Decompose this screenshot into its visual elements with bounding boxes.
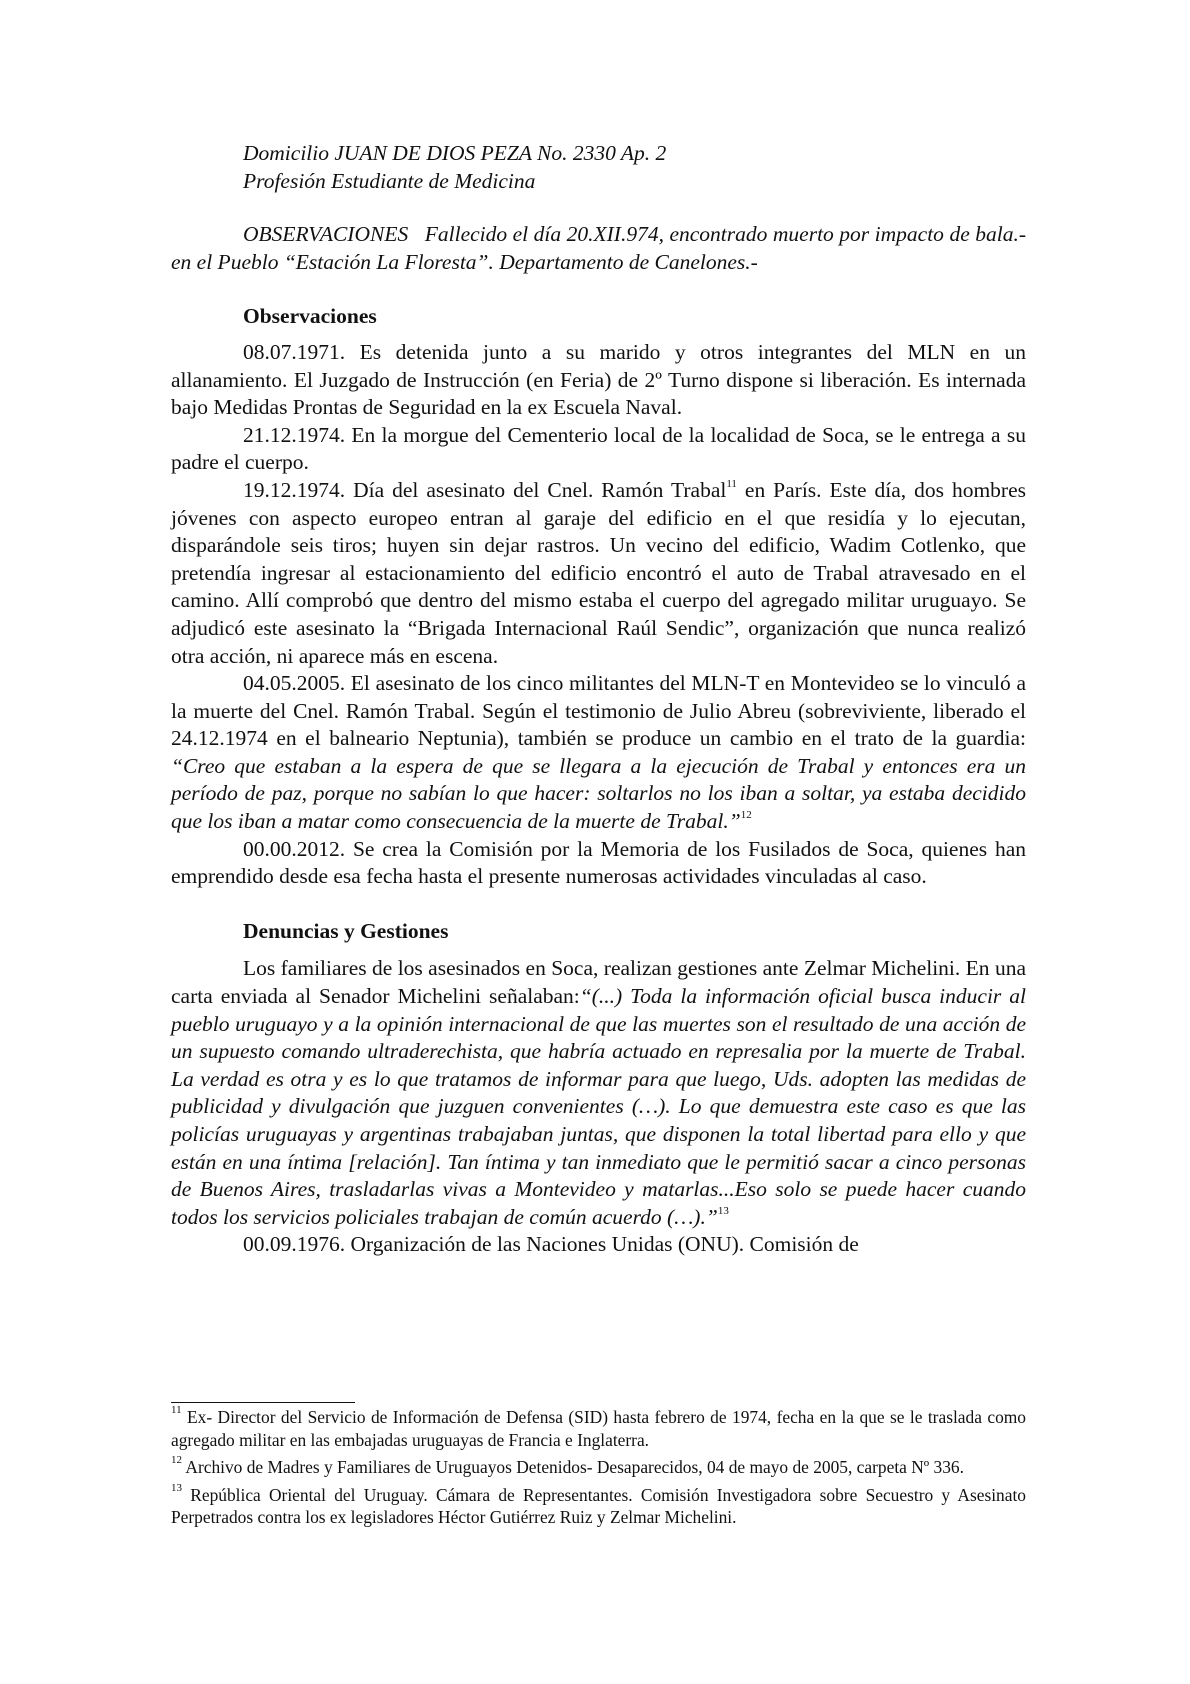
- observaciones-paragraph-4: [171, 670, 1026, 836]
- denuncias-paragraph-1: [171, 955, 1026, 1231]
- domicilio-line: Domicilio JUAN DE DIOS PEZA No. 2330 Ap. 2: [243, 141, 667, 165]
- footnote-separator: [171, 1402, 355, 1403]
- footnote-13: [171, 1481, 1026, 1529]
- denuncias-paragraph-2: 00.09.1976. Organización de las Naciones Unidas (ONU). Comisión de: [243, 1232, 859, 1257]
- spacer: [171, 195, 1026, 221]
- profesion-line: Profesión Estudiante de Medicina: [243, 168, 536, 193]
- footnote-ref-12[interactable]: 12: [740, 808, 752, 821]
- observaciones-caps-label: OBSERVACIONES: [243, 222, 409, 247]
- paragraph-text: en París. Este día, dos hombres jóvenes con aspecto europeo entran al garaje del edificio en el que residía y lo ejecutan, disparándole seis tiros; huyen sin dejar rastros. Un vecino del edificio, Wadim Cotlenko, que pretendía ingresar al estacionamiento del edificio encontró el auto de Trabal atravesado en el camino. Allí comprobó que dentro del mismo estaba el cuerpo del agregado militar uruguayo. Se adjudicó este asesinato la “Brigada Internacional Raúl Sendic”, organización que nunca realizó otra acción, ni aparece más en escena.: [171, 477, 1026, 668]
- observaciones-paragraph-5: 00.00.2012. Se crea la Comisión por la Memoria de los Fusilados de Soca, quienes han emprendido desde esa fecha hasta el presente numerosas actividades vinculadas al caso.: [171, 836, 1026, 889]
- document-body: [171, 140, 1026, 1259]
- observaciones-caps-text: Fallecido el día 20.XII.974, encontrado muerto por impacto de bala.- en el Pueblo “Estación La Floresta”. Departamento de Canelones.-: [171, 222, 1026, 274]
- observaciones-heading: Observaciones: [243, 304, 377, 329]
- footnote-number: 13: [171, 1481, 182, 1494]
- footnote-number: 11: [171, 1404, 182, 1417]
- spacer: [171, 891, 1026, 918]
- letter-quote: “(...) Toda la información oficial busca inducir al pueblo uruguayo y a la opinión internacional de que las muertes son el resultado de una acción de un supuesto comando ultraderechista, que habría actuado en represalia por la muerte de Trabal. La verdad es otra y es lo que tratamos de informar para que luego, Uds. adopten las medidas de publicidad y divulgación que juzguen convenientes (…). Lo que demuestra este caso es que las policías uruguayas y argentinas trabajaban juntas, que disponen la total libertad para ello y que están en una íntima [relación]. Tan íntima y tan inmediato que le permitió sacar a cinco personas de Buenos Aires, trasladarlas vivas a Montevideo y matarlas...Eso solo se puede hacer cuando todos los servicios policiales trabajan de común acuerdo (…).”: [171, 984, 1026, 1229]
- spacer: [171, 945, 1026, 955]
- spacer: [171, 276, 1026, 303]
- observaciones-paragraph-3: [171, 477, 1026, 670]
- footnote-12: [171, 1456, 1026, 1479]
- paragraph-text: 19.12.1974. Día del asesinato del Cnel. Ramón Trabal: [243, 477, 727, 502]
- paragraph-text: Los familiares de los asesinados en Soca, realizan gestiones ante Zelmar Michelini. En una carta enviada al Senador Michelini señalaban:: [171, 956, 1026, 1009]
- observaciones-paragraph-2: 21.12.1974. En la morgue del Cementerio local de la localidad de Soca, se le entrega a su padre el cuerpo.: [171, 422, 1026, 475]
- testimony-quote: “Creo que estaban a la espera de que se llegara a la ejecución de Trabal y entonces era un período de paz, porque no sabían lo que hacer: soltarlos no los iban a soltar, ya estaba decidido que los iban a matar como consecuencia de la muerte de Trabal.”: [171, 753, 1026, 834]
- observaciones-caps-paragraph: [171, 221, 1026, 276]
- footnotes: [171, 1406, 1026, 1534]
- spacer: [171, 331, 1026, 339]
- footnote-text: República Oriental del Uruguay. Cámara de Representantes. Comisión Investigadora sobre Secuestro y Asesinato Perpetrados contra los ex legisladores Héctor Gutiérrez Ruiz y Zelmar Michelini.: [171, 1484, 1026, 1527]
- footnote-ref-11[interactable]: 11: [726, 477, 737, 490]
- footnote-ref-13[interactable]: 13: [717, 1204, 729, 1217]
- observaciones-paragraph-1: 08.07.1971. Es detenida junto a su marido y otros integrantes del MLN en un allanamiento. El Juzgado de Instrucción (en Feria) de 2º Turno dispone si liberación. Es internada bajo Medidas Prontas de Seguridad en la ex Escuela Naval.: [171, 339, 1026, 420]
- paragraph-text: 04.05.2005. El asesinato de los cinco militantes del MLN-T en Montevideo se lo vinculó a la muerte del Cnel. Ramón Trabal. Según el testimonio de Julio Abreu (sobreviviente, liberado el 24.12.1974 en el balneario Neptunia), también se produce un cambio en el trato de la guardia:: [171, 671, 1026, 751]
- footnote-11: [171, 1406, 1026, 1451]
- denuncias-heading: Denuncias y Gestiones: [243, 918, 449, 943]
- footnote-number: 12: [171, 1454, 182, 1467]
- footnote-text: Ex- Director del Servicio de Información de Defensa (SID) hasta febrero de 1974, fecha en la que se le traslada como agregado militar en las embajadas uruguayas de Francia e Inglaterra.: [171, 1407, 1026, 1450]
- footnote-text: Archivo de Madres y Familiares de Uruguayos Detenidos- Desaparecidos, 04 de mayo de 2005, carpeta Nº 336.: [185, 1457, 964, 1477]
